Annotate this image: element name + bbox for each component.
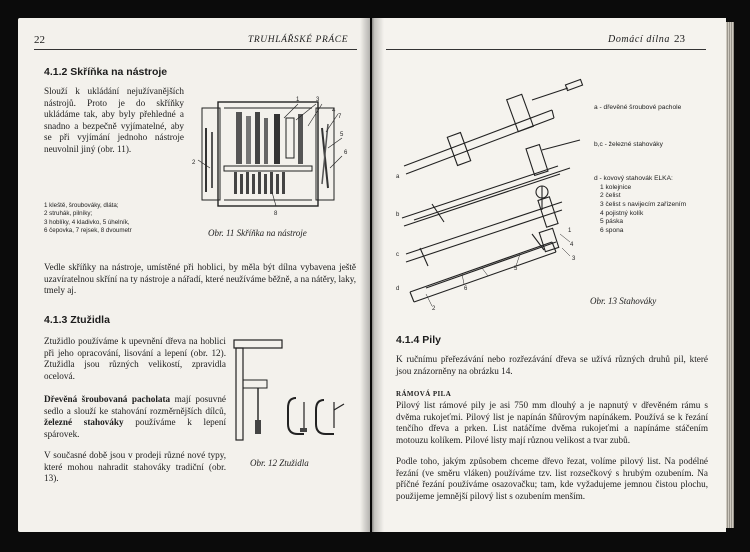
legend-line: 2 struhák, pilníky; [44, 210, 93, 218]
pily-intro: K ručnímu přeřezávání nebo rozřezávání dřeva se užívá různých druhů pil, které jsou znázorněny na obrázku 14. [396, 354, 708, 376]
left-page-number: 22 [34, 34, 45, 46]
legend-item: 1 kolejnice [600, 183, 632, 191]
right-header-rule [386, 49, 706, 50]
right-page [372, 18, 726, 532]
section-heading-ztuzidla: 4.1.3 Ztužidla [44, 314, 110, 326]
legend-item: 5 páska [600, 218, 624, 226]
legend-line: 1 kleště, šroubováky, dláta; [44, 202, 119, 209]
fig13-label-d: d [396, 286, 400, 292]
ramova-pila-paragraph-1: Pilový list rámové pily je asi 750 mm dlouhý a je napnutý v dřevěném rámu s dvěma rukojeťmi. Pilový list je napínán šňůrovým napínákem. Používá se k řezání tenčího dřeva a prken. List natáčíme dvěma rukojeťmi a napínáme stáčením motouzu kolíkem. Pilové listy mají různou velikost a tvar zubů. [396, 400, 708, 445]
fig11-label-3: 3 [316, 97, 320, 103]
fig11-label-1: 1 [296, 97, 300, 103]
bold-term-pacholata: Dřevěná šroubovaná pacholata [44, 394, 171, 404]
fig13-label-1: 1 [568, 228, 572, 234]
figure-13-legend [594, 104, 710, 235]
figure-11-legend [44, 202, 204, 236]
legend-d-items [594, 184, 710, 236]
fig13-label-3: 3 [572, 256, 576, 262]
fig13-label-6: 6 [464, 286, 468, 292]
figure-12-clamps [226, 336, 366, 446]
text-span: používáme k lepení spárovek. [44, 417, 227, 439]
page-fore-edge [726, 22, 734, 528]
figure-11-caption: Obr. 11 Skříňka na nástroje [208, 228, 307, 238]
skrinka-after-paragraph: Vedle skříňky na nástroje, umístěné při hoblici, by měla být dílna vybavena ještě uzavíratelnou skříní na ty nástroje a nářadí, které neužíváme běžně, a na nátěry, laky, tmely aj. [44, 262, 356, 296]
ztuzidla-paragraph-2 [44, 394, 226, 440]
figure-11-toolbox [188, 88, 353, 226]
left-header-rule [34, 49, 357, 50]
right-page-number: 23 [674, 33, 685, 45]
ramova-pila-paragraph-2: Podle toho, jakým způsobem chceme dřevo řezat, volíme pilový list. Na podélné řezání (ve směru vláken) používáme tzv. list rozsečkový s hrubým ozubením. Na příčné řezání používáme osazovačku; tam, kde vyžadujeme jemnou čistou plochu, použijeme jemnější pilový list s ozubením menším. [396, 456, 708, 501]
figure-12-caption: Obr. 12 Ztužidla [250, 458, 309, 468]
fig13-label-a: a [396, 174, 400, 180]
fig13-label-c: c [396, 252, 399, 258]
right-running-head: Domácí dílna [608, 34, 670, 45]
legend-item: 2 čelist [600, 192, 621, 200]
bold-term-stahovaky: železné stahováky [44, 417, 124, 428]
fig13-label-2: 2 [432, 306, 436, 312]
left-page [18, 18, 370, 532]
book-gutter-shadow [360, 18, 384, 532]
fig11-label-7: 7 [338, 114, 342, 120]
fig11-label-2: 2 [192, 160, 196, 166]
legend-bc: b,c - železné stahováky [594, 140, 663, 148]
fig11-label-4: 4 [332, 108, 336, 114]
legend-a: a - dřevěné šroubové pacholе [594, 104, 682, 111]
legend-item: 6 spona [600, 226, 624, 234]
fig11-label-5: 5 [340, 132, 344, 138]
legend-d-title: d - kovový stahovák ELKA: [594, 175, 673, 183]
fig13-label-4: 4 [570, 242, 574, 248]
skrinka-paragraph: Slouží k ukládání nejužívanějších nástrojů. Proto je do skříňky ukládáme tak, aby byly přehledné a snadno a bezpečně vyjímatelné, aby se při vyjímání jednoho nástroje neuvolnil jiný (obr. 11). [44, 86, 184, 154]
legend-line: 6 čepovka, 7 rejsek, 8 dvoumetr [44, 227, 132, 235]
ztuzidla-paragraph-3: V současné době jsou v prodeji různé nové typy, které mohou nahradit stahováky tradiční (obr. 13). [44, 450, 226, 484]
text-span: mají posuvné sedlo a slouží ke stahování rozměrnějších dílců, [44, 394, 226, 416]
legend-item: 3 čelist s navijecím zařízením [600, 200, 687, 208]
legend-item: 4 pojistný kolík [600, 209, 644, 217]
legend-line: 3 hoblíky, 4 kladivko, 5 úhelník, [44, 218, 130, 226]
fig11-label-6: 6 [344, 150, 348, 156]
section-heading-pily: 4.1.4 Pily [396, 334, 441, 346]
fig13-label-b: b [396, 212, 400, 218]
ztuzidla-paragraph-1: Ztužidlo používáme k upevnění dřeva na hoblici při jeho opracování, lisování a lepení (obr. 12). Ztužidla jsou různých velikostí, zpravidla ocelová. [44, 336, 226, 381]
figure-13-clamps [392, 70, 592, 314]
fig13-label-5: 5 [514, 266, 518, 272]
section-heading-skrinka: 4.1.2 Skříňka na nástroje [44, 66, 168, 78]
figure-13-caption: Obr. 13 Stahováky [590, 296, 657, 306]
left-running-head: TRUHLÁŘSKÉ PRÁCE [248, 35, 349, 45]
subheading-ramova-pila: RÁMOVÁ PILA [396, 390, 452, 398]
fig11-label-8: 8 [274, 211, 278, 217]
